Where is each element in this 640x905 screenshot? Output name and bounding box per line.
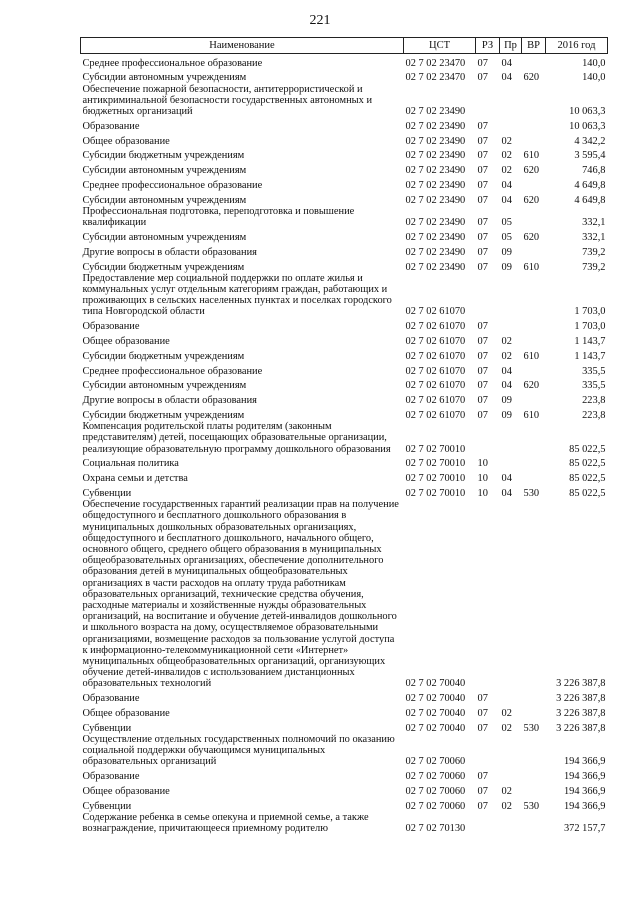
row-cst: 02 7 02 23470 xyxy=(405,57,466,69)
row-vr: 620 xyxy=(523,231,540,243)
row-sum: 10 063,3 xyxy=(569,106,606,117)
row-vr xyxy=(522,392,546,407)
row-vr xyxy=(522,704,546,719)
row-vr xyxy=(522,734,546,768)
row-sum: 3 226 387,8 xyxy=(556,693,606,705)
row-rz xyxy=(476,273,500,318)
row-pr: 02 xyxy=(501,135,512,147)
row-vr xyxy=(522,812,546,834)
row-name: Образование xyxy=(82,693,140,705)
table-row xyxy=(81,273,608,318)
row-rz: 07 xyxy=(477,72,488,84)
table-row xyxy=(81,421,608,455)
row-sum: 4 649,8 xyxy=(574,179,606,191)
row-vr: 610 xyxy=(523,150,540,162)
row-pr: 04 xyxy=(501,487,512,499)
row-cst: 02 7 02 23490 xyxy=(405,165,466,177)
row-cst: 02 7 02 61070 xyxy=(405,335,466,347)
row-cst: 02 7 02 70010 xyxy=(405,473,466,485)
row-pr: 02 xyxy=(501,165,512,177)
row-name: Профессиональная подготовка, переподготовка и повышение квалификации xyxy=(82,205,355,229)
row-pr: 09 xyxy=(501,409,512,421)
row-pr xyxy=(500,455,522,470)
row-name: Общее образование xyxy=(82,135,170,147)
row-name: Субсидии бюджетным учреждениям xyxy=(82,350,245,362)
row-rz: 07 xyxy=(477,217,488,229)
row-sum: 1 143,7 xyxy=(574,335,606,347)
row-pr xyxy=(500,690,522,705)
row-cst: 02 7 02 70060 xyxy=(405,786,466,798)
row-rz: 07 xyxy=(477,120,488,132)
table-row xyxy=(81,734,608,768)
row-name: Общее образование xyxy=(82,335,170,347)
row-pr: 04 xyxy=(501,72,512,84)
row-rz: 07 xyxy=(477,693,488,705)
row-pr xyxy=(500,421,522,455)
row-name: Компенсация родительской платы родителям (законным представителям) детей, посещающих образовательные организации, реализующие образовательную программу дошкольного образования xyxy=(82,421,391,455)
table-row xyxy=(81,228,608,243)
table-row xyxy=(81,206,608,228)
row-vr: 610 xyxy=(523,409,540,421)
row-cst: 02 7 02 70130 xyxy=(405,823,466,835)
table-row xyxy=(81,332,608,347)
row-cst: 02 7 02 23490 xyxy=(405,120,466,132)
table-row xyxy=(81,117,608,132)
row-sum: 85 022,5 xyxy=(569,443,606,455)
row-cst: 02 7 02 61070 xyxy=(405,409,466,421)
row-sum: 739,2 xyxy=(582,246,606,258)
row-rz: 07 xyxy=(477,771,488,783)
row-sum: 335,5 xyxy=(582,380,606,392)
row-name: Субсидии бюджетным учреждениям xyxy=(82,150,245,162)
row-sum: 140,0 xyxy=(582,72,606,84)
row-sum: 335,5 xyxy=(582,365,606,377)
row-sum: 332,1 xyxy=(582,217,606,229)
table-row xyxy=(81,69,608,84)
row-pr: 04 xyxy=(501,365,512,377)
table-row xyxy=(81,812,608,834)
row-cst: 02 7 02 23490 xyxy=(405,246,466,258)
row-pr: 04 xyxy=(501,473,512,485)
row-name: Среднее профессиональное образование xyxy=(82,57,263,69)
table-row xyxy=(81,484,608,499)
row-pr: 02 xyxy=(501,786,512,798)
table-row xyxy=(81,704,608,719)
row-sum: 1 143,7 xyxy=(574,350,606,362)
row-vr xyxy=(522,362,546,377)
table-row xyxy=(81,392,608,407)
row-name: Общее образование xyxy=(82,786,170,798)
row-pr: 04 xyxy=(501,57,512,69)
row-name: Образование xyxy=(82,771,140,783)
table-row xyxy=(81,176,608,191)
row-name: Субвенции xyxy=(82,722,132,734)
row-sum: 4 649,8 xyxy=(574,194,606,206)
row-name: Субсидии автономным учреждениям xyxy=(82,72,247,84)
table-row xyxy=(81,54,608,69)
table-row xyxy=(81,162,608,177)
row-rz: 07 xyxy=(477,165,488,177)
page-number: 221 xyxy=(309,13,331,28)
row-name: Обеспечение государственных гарантий реализации прав на получение общедоступного и бесплатного дошкольного образования в муниципальных дошкольных образовательных организациях, общедоступного и бесплатного дошкольного, начального общего, основного общего, среднего общего образования в муниципальных общеобразовательных организациях, обеспечение дополнительного образования детей в муниципальных общеобразовательных организациях в части расходов на оплату труда работникам образовательных организаций, технические средства обучения, расходные материалы и хозяйственные нужды образовательных организаций, на воспитание и обучение детей-инвалидов дошкольного и школьного возраста на дому, осуществляемое образовательными организациями, возмещение расходов за пользование услугой доступа к информационно-телекоммуникационной сети «Интернет» муниципальных общеобразовательных организаций, организующих обучение детей-инвалидов с использованием дистанционных образовательных технологий xyxy=(82,499,399,690)
row-sum: 140,0 xyxy=(582,57,606,69)
row-name: Осуществление отдельных государственных полномочий по оказанию социальной поддержки обучающимся муниципальных образовательных организаций xyxy=(82,734,395,768)
row-sum: 4 342,2 xyxy=(574,135,606,147)
row-rz xyxy=(476,812,500,834)
row-vr xyxy=(522,206,546,228)
row-pr xyxy=(500,273,522,318)
row-sum: 3 226 387,8 xyxy=(556,708,606,720)
row-vr: 620 xyxy=(523,72,540,84)
row-pr: 02 xyxy=(501,708,512,720)
row-vr xyxy=(522,690,546,705)
column-header-rz: РЗ xyxy=(476,38,500,54)
row-vr xyxy=(522,84,546,118)
row-vr xyxy=(522,176,546,191)
table-row xyxy=(81,318,608,333)
row-rz: 07 xyxy=(477,335,488,347)
row-vr: 620 xyxy=(523,380,540,392)
row-name: Другие вопросы в области образования xyxy=(82,246,257,258)
row-pr: 09 xyxy=(501,261,512,273)
row-vr xyxy=(522,470,546,485)
row-rz xyxy=(476,734,500,768)
row-sum: 10 063,3 xyxy=(569,120,606,132)
budget-table xyxy=(80,37,608,834)
row-vr xyxy=(522,782,546,797)
row-rz: 10 xyxy=(477,473,488,485)
row-vr xyxy=(522,332,546,347)
row-sum: 194 366,9 xyxy=(563,756,606,768)
table-row xyxy=(81,690,608,705)
row-rz: 07 xyxy=(477,380,488,392)
row-rz xyxy=(476,84,500,118)
row-pr xyxy=(500,812,522,834)
row-cst: 02 7 02 23490 xyxy=(405,231,466,243)
row-name: Обеспечение пожарной безопасности, антитеррористической и антикриминальной безопасности государственных автономных и бюджетных организаций xyxy=(82,83,373,117)
row-vr: 620 xyxy=(523,165,540,177)
table-row xyxy=(81,470,608,485)
table-row xyxy=(81,768,608,783)
row-pr: 04 xyxy=(501,194,512,206)
table-row xyxy=(81,406,608,421)
row-sum: 85 022,5 xyxy=(569,458,606,470)
row-rz: 10 xyxy=(477,487,488,499)
row-cst: 02 7 02 70010 xyxy=(405,443,466,455)
row-rz: 07 xyxy=(477,57,488,69)
row-sum: 1 703,0 xyxy=(574,321,606,333)
row-sum: 3 595,4 xyxy=(574,150,606,162)
row-cst: 02 7 02 61070 xyxy=(405,350,466,362)
row-sum: 223,8 xyxy=(582,409,606,421)
row-cst: 02 7 02 23490 xyxy=(405,179,466,191)
row-rz xyxy=(476,499,500,689)
row-rz: 07 xyxy=(477,409,488,421)
column-header-pr: Пр xyxy=(500,38,522,54)
table-row xyxy=(81,347,608,362)
row-sum: 3 226 387,8 xyxy=(556,678,606,690)
table-row xyxy=(81,377,608,392)
table-row xyxy=(81,499,608,689)
row-vr: 530 xyxy=(523,800,540,812)
row-vr xyxy=(522,499,546,689)
row-sum: 194 366,9 xyxy=(563,786,606,798)
column-header-cst: ЦСТ xyxy=(404,38,476,54)
row-cst: 02 7 02 70040 xyxy=(405,693,466,705)
row-cst: 02 7 02 23470 xyxy=(405,72,466,84)
table-row xyxy=(81,362,608,377)
row-rz: 07 xyxy=(477,786,488,798)
row-rz: 07 xyxy=(477,708,488,720)
row-vr xyxy=(522,455,546,470)
row-name: Среднее профессиональное образование xyxy=(82,179,263,191)
row-rz: 07 xyxy=(477,194,488,206)
row-rz: 07 xyxy=(477,800,488,812)
row-rz xyxy=(476,421,500,455)
row-cst: 02 7 02 23490 xyxy=(405,150,466,162)
column-header-name: Наименование xyxy=(81,38,404,54)
row-cst: 02 7 02 23490 xyxy=(405,194,466,206)
row-name: Образование xyxy=(82,321,140,333)
row-rz: 07 xyxy=(477,246,488,258)
row-pr: 04 xyxy=(501,179,512,191)
table-row xyxy=(81,132,608,147)
row-rz: 07 xyxy=(477,135,488,147)
row-cst: 02 7 02 61070 xyxy=(405,380,466,392)
table-row xyxy=(81,243,608,258)
row-cst: 02 7 02 70040 xyxy=(405,708,466,720)
row-cst: 02 7 02 23490 xyxy=(405,261,466,273)
row-name: Субсидии автономным учреждениям xyxy=(82,194,247,206)
row-vr xyxy=(522,132,546,147)
table-row xyxy=(81,84,608,118)
table-row xyxy=(81,719,608,734)
row-vr xyxy=(522,318,546,333)
row-vr xyxy=(522,54,546,69)
table-row xyxy=(81,147,608,162)
row-rz: 10 xyxy=(477,458,488,470)
row-pr: 02 xyxy=(501,150,512,162)
row-rz: 07 xyxy=(477,722,488,734)
row-sum: 372 157,7 xyxy=(563,823,606,835)
row-name: Субсидии бюджетным учреждениям xyxy=(82,409,245,421)
row-vr xyxy=(522,243,546,258)
row-sum: 85 022,5 xyxy=(569,487,606,499)
row-cst: 02 7 02 61070 xyxy=(405,365,466,377)
row-sum: 739,2 xyxy=(582,261,606,273)
row-pr: 05 xyxy=(501,217,512,229)
row-pr: 09 xyxy=(501,246,512,258)
row-vr xyxy=(522,768,546,783)
row-pr: 02 xyxy=(501,350,512,362)
row-sum: 85 022,5 xyxy=(569,473,606,485)
row-cst: 02 7 02 70060 xyxy=(405,756,466,768)
row-cst: 02 7 02 70060 xyxy=(405,800,466,812)
row-rz: 07 xyxy=(477,179,488,191)
row-vr: 530 xyxy=(523,487,540,499)
row-name: Образование xyxy=(82,120,140,132)
row-pr xyxy=(500,318,522,333)
row-vr: 530 xyxy=(523,722,540,734)
table-row xyxy=(81,455,608,470)
table-row xyxy=(81,782,608,797)
row-rz: 07 xyxy=(477,261,488,273)
row-cst: 02 7 02 61070 xyxy=(405,321,466,333)
row-pr xyxy=(500,734,522,768)
row-pr: 04 xyxy=(501,380,512,392)
row-cst: 02 7 02 70010 xyxy=(405,458,466,470)
row-vr: 620 xyxy=(523,194,540,206)
row-sum: 194 366,9 xyxy=(563,800,606,812)
row-pr xyxy=(500,499,522,689)
row-cst: 02 7 02 70040 xyxy=(405,678,466,690)
row-rz: 07 xyxy=(477,231,488,243)
row-name: Субсидии автономным учреждениям xyxy=(82,165,247,177)
row-pr: 05 xyxy=(501,231,512,243)
row-name: Содержание ребенка в семье опекуна и приемной семье, а также вознаграждение, причитающееся приемному родителю xyxy=(82,812,369,835)
row-cst: 02 7 02 61070 xyxy=(405,306,466,318)
row-vr: 610 xyxy=(523,350,540,362)
row-name: Субсидии автономным учреждениям xyxy=(82,380,247,392)
row-name: Среднее профессиональное образование xyxy=(82,365,263,377)
row-sum: 194 366,9 xyxy=(563,771,606,783)
row-pr xyxy=(500,84,522,118)
row-cst: 02 7 02 70060 xyxy=(405,771,466,783)
table-row xyxy=(81,797,608,812)
row-pr: 02 xyxy=(501,722,512,734)
row-name: Субвенции xyxy=(82,800,132,812)
row-pr xyxy=(500,117,522,132)
row-pr: 09 xyxy=(501,395,512,407)
row-rz: 07 xyxy=(477,395,488,407)
column-header-vr: ВР xyxy=(522,38,546,54)
row-name: Другие вопросы в области образования xyxy=(82,395,257,407)
row-name: Социальная политика xyxy=(82,458,179,470)
row-cst: 02 7 02 70040 xyxy=(405,722,466,734)
row-name: Субсидии бюджетным учреждениям xyxy=(82,261,245,273)
table-header-row xyxy=(81,38,608,54)
row-rz: 07 xyxy=(477,350,488,362)
row-rz: 07 xyxy=(477,365,488,377)
row-pr xyxy=(500,768,522,783)
row-sum: 332,1 xyxy=(582,231,606,243)
row-name: Общее образование xyxy=(82,708,170,720)
row-name: Предоставление мер социальной поддержки по оплате жилья и коммунальных услуг отдельным категориям граждан, работающих и проживающих в сельских населенных пунктах и поселках городского типа Новгородской области xyxy=(82,272,392,318)
row-rz: 07 xyxy=(477,150,488,162)
row-name: Субвенции xyxy=(82,487,132,499)
row-cst: 02 7 02 23490 xyxy=(405,106,466,117)
row-sum: 223,8 xyxy=(582,395,606,407)
row-sum: 1 703,0 xyxy=(574,306,606,318)
row-sum: 3 226 387,8 xyxy=(556,722,606,734)
table-row xyxy=(81,191,608,206)
row-cst: 02 7 02 23490 xyxy=(405,217,466,229)
row-sum: 746,8 xyxy=(582,165,606,177)
row-rz: 07 xyxy=(477,321,488,333)
row-vr xyxy=(522,273,546,318)
row-pr: 02 xyxy=(501,800,512,812)
row-vr xyxy=(522,117,546,132)
row-name: Субсидии автономным учреждениям xyxy=(82,231,247,243)
row-name: Охрана семьи и детства xyxy=(82,473,188,485)
column-header-year: 2016 год xyxy=(546,38,608,54)
table-row xyxy=(81,258,608,273)
row-vr: 610 xyxy=(523,261,540,273)
row-cst: 02 7 02 70010 xyxy=(405,487,466,499)
row-vr xyxy=(522,421,546,455)
row-cst: 02 7 02 23490 xyxy=(405,135,466,147)
row-cst: 02 7 02 61070 xyxy=(405,395,466,407)
row-pr: 02 xyxy=(501,335,512,347)
